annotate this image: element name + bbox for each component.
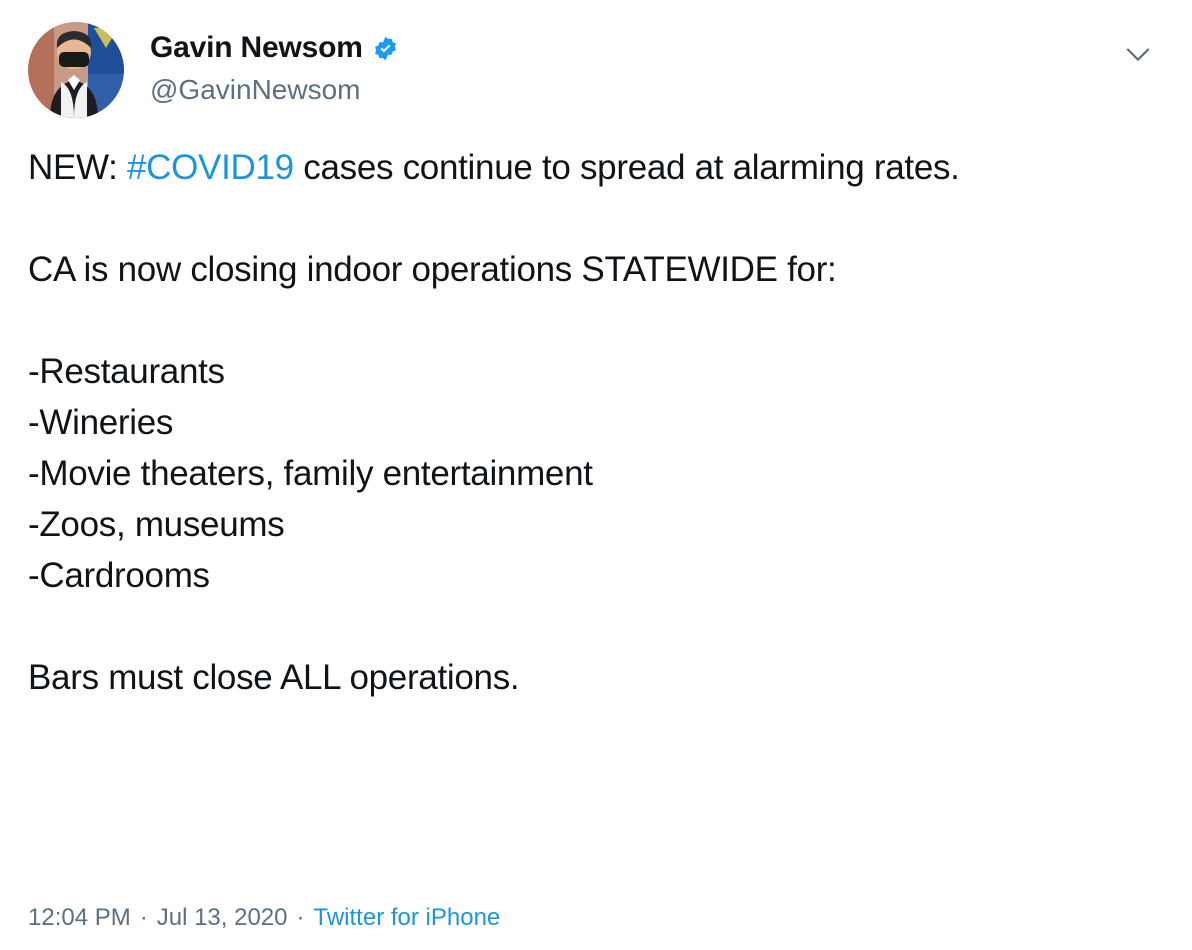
avatar-image bbox=[28, 22, 124, 118]
list-item: -Restaurants bbox=[28, 352, 225, 391]
footer-separator: · bbox=[139, 904, 148, 931]
list-item: -Zoos, museums bbox=[28, 505, 285, 544]
tweet-paragraph-3: Bars must close ALL operations. bbox=[28, 658, 520, 697]
tweet-time: 12:04 PM bbox=[28, 904, 131, 931]
list-item: -Cardrooms bbox=[28, 556, 210, 595]
list-item: -Wineries bbox=[28, 403, 174, 442]
list-item: -Movie theaters, family entertainment bbox=[28, 454, 593, 493]
display-name[interactable]: Gavin Newsom bbox=[150, 31, 363, 64]
hashtag-link[interactable]: #COVID19 bbox=[126, 148, 294, 187]
author-block[interactable] bbox=[150, 22, 399, 108]
avatar[interactable] bbox=[28, 22, 124, 118]
display-name-row bbox=[150, 30, 399, 66]
tweet-date: Jul 13, 2020 bbox=[156, 904, 288, 931]
tweet-line-prefix: NEW: bbox=[28, 148, 127, 187]
tweet-source-link[interactable]: Twitter for iPhone bbox=[313, 904, 501, 931]
footer-separator: · bbox=[296, 904, 305, 931]
tweet-footer bbox=[28, 902, 500, 934]
tweet-line-suffix: cases continue to spread at alarming rates. bbox=[293, 148, 960, 187]
verified-badge-icon bbox=[372, 35, 399, 62]
tweet-paragraph-2: CA is now closing indoor operations STATEWIDE for: bbox=[28, 250, 837, 289]
tweet-header bbox=[28, 22, 1164, 118]
author-handle[interactable]: @GavinNewsom bbox=[150, 74, 361, 105]
chevron-down-icon[interactable] bbox=[1116, 32, 1160, 76]
tweet-body bbox=[28, 142, 1164, 703]
